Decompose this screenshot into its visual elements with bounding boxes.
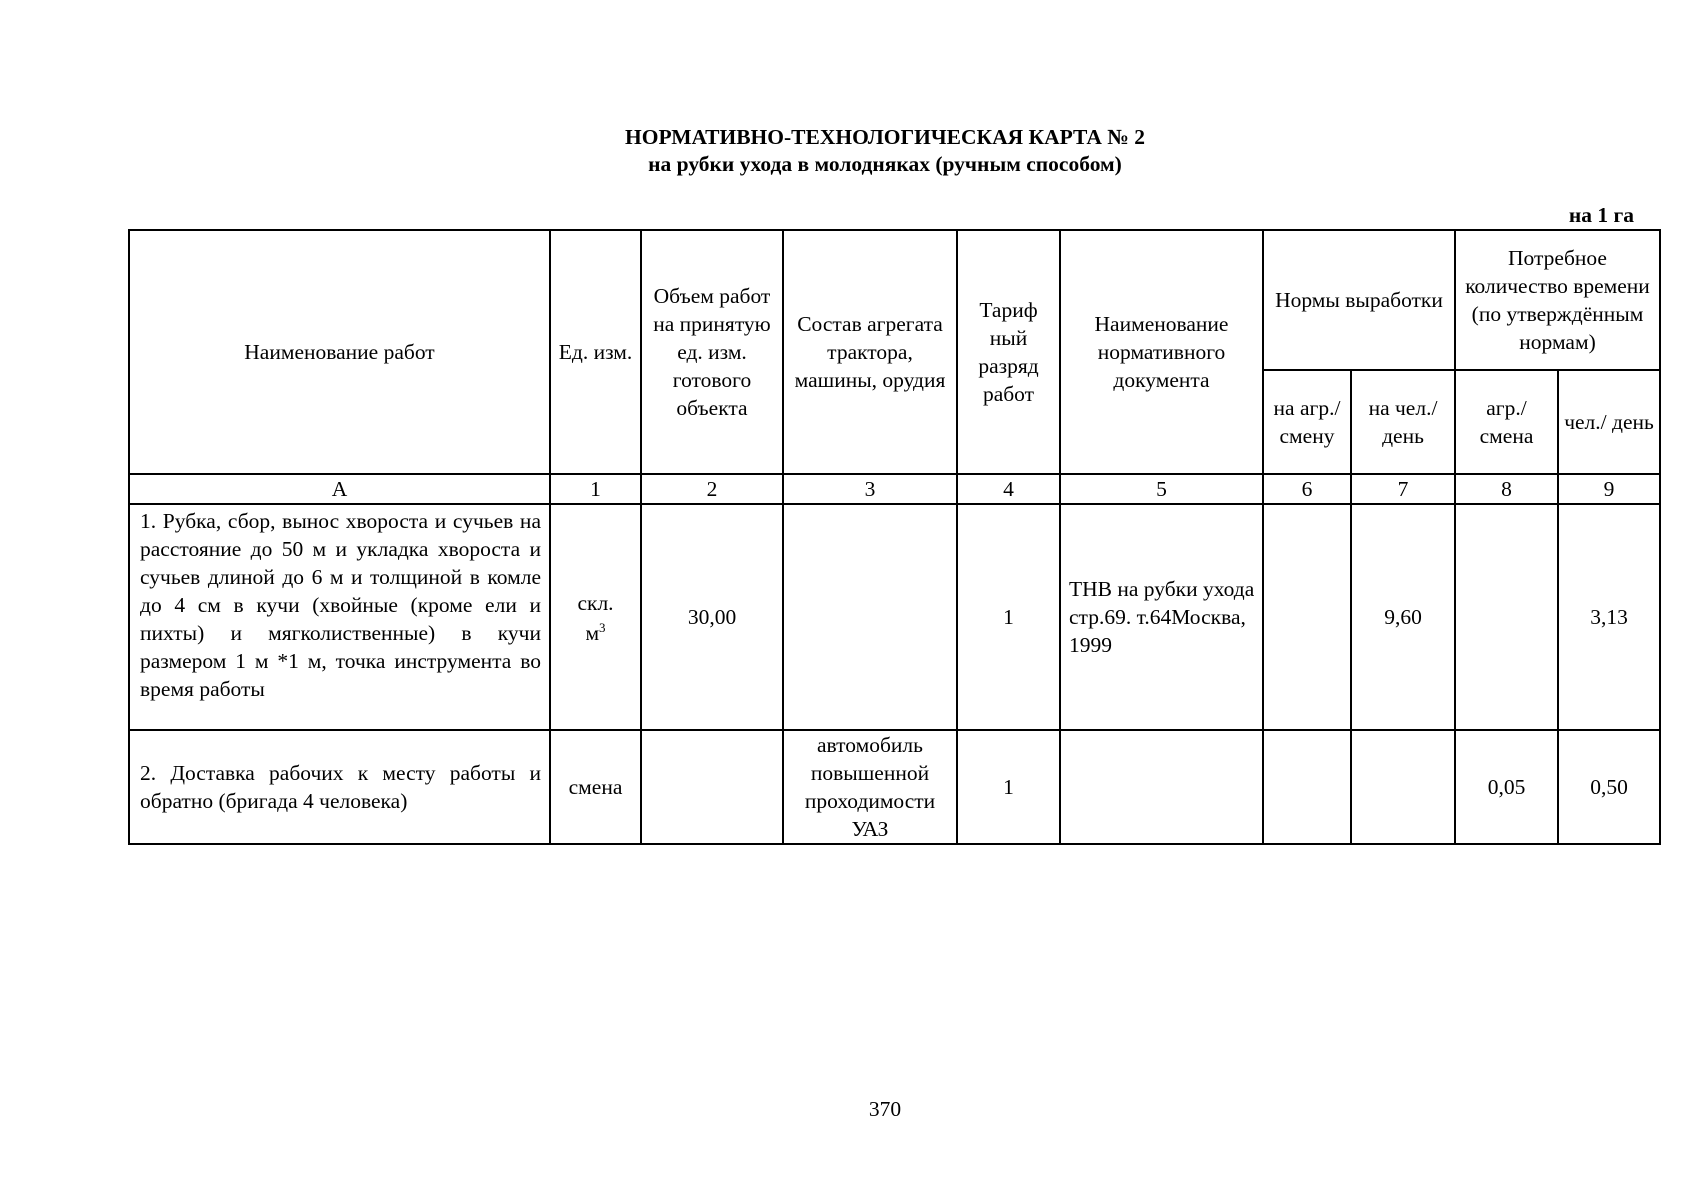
column-number: 6 bbox=[1263, 474, 1351, 504]
header-work-name: Наименование работ bbox=[129, 230, 550, 474]
column-number: А bbox=[129, 474, 550, 504]
row-unit bbox=[550, 504, 641, 730]
row-tariff: 1 bbox=[957, 730, 1060, 844]
column-number: 9 bbox=[1558, 474, 1660, 504]
row-person-day: 3,13 bbox=[1558, 504, 1660, 730]
header-per-person-day: на чел./ день bbox=[1351, 370, 1455, 474]
row-unit: смена bbox=[550, 730, 641, 844]
column-number: 2 bbox=[641, 474, 783, 504]
row-unit-exponent: 3 bbox=[599, 620, 606, 636]
unit-note: на 1 га bbox=[1568, 203, 1634, 227]
column-number: 7 bbox=[1351, 474, 1455, 504]
row-volume: 30,00 bbox=[641, 504, 783, 730]
row-unit-line2 bbox=[555, 617, 636, 644]
header-volume: Объем работ на принятую ед. изм. готового объекта bbox=[641, 230, 783, 474]
header-doc-name: Наименование нормативного документа bbox=[1060, 230, 1263, 474]
row-per-aggregate-shift bbox=[1263, 504, 1351, 730]
row-per-person-day bbox=[1351, 730, 1455, 844]
header-row-1 bbox=[129, 230, 1660, 370]
header-unit: Ед. изм. bbox=[550, 230, 641, 474]
row-aggregate bbox=[783, 504, 957, 730]
row-aggregate-shift: 0,05 bbox=[1455, 730, 1558, 844]
header-aggregate-shift: агр./ смена bbox=[1455, 370, 1558, 474]
column-number-row bbox=[129, 474, 1660, 504]
column-number: 1 bbox=[550, 474, 641, 504]
document-title: НОРМАТИВНО-ТЕХНОЛОГИЧЕСКАЯ КАРТА № 2 bbox=[625, 125, 1145, 149]
row-tariff: 1 bbox=[957, 504, 1060, 730]
row-unit-line1: скл. bbox=[577, 591, 614, 616]
row-doc: ТНВ на рубки ухода стр.69. т.64Москва, 1999 bbox=[1060, 504, 1263, 730]
column-number: 5 bbox=[1060, 474, 1263, 504]
header-tariff: Тариф ный разряд работ bbox=[957, 230, 1060, 474]
row-aggregate: автомобиль повышенной проходимости УАЗ bbox=[783, 730, 957, 844]
page-number: 370 bbox=[868, 1097, 902, 1121]
row-work-name: 1. Рубка, сбор, вынос хвороста и сучьев на расстояние до 50 м и укладка хвороста и сучьев длиной до 6 м и толщиной в комле до 4 см в кучи (хвойные (кроме ели и пихты) и мягколиственные) в кучи размером 1 м *1 м, точка инструмента во время работы bbox=[129, 504, 550, 730]
document-header bbox=[0, 124, 1696, 178]
row-doc bbox=[1060, 730, 1263, 844]
header-output-norms: Нормы выработки bbox=[1263, 230, 1455, 370]
row-unit-base: м bbox=[585, 621, 600, 646]
document-subtitle: на рубки ухода в молодняках (ручным способом) bbox=[648, 152, 1122, 176]
table-row bbox=[129, 730, 1660, 844]
header-per-aggregate-shift: на агр./ смену bbox=[1263, 370, 1351, 474]
row-person-day: 0,50 bbox=[1558, 730, 1660, 844]
row-per-person-day: 9,60 bbox=[1351, 504, 1455, 730]
row-work-name: 2. Доставка рабочих к месту работы и обратно (бригада 4 человека) bbox=[129, 730, 550, 844]
column-number: 8 bbox=[1455, 474, 1558, 504]
row-aggregate-shift bbox=[1455, 504, 1558, 730]
technology-card-table bbox=[128, 229, 1661, 845]
header-person-day: чел./ день bbox=[1558, 370, 1660, 474]
table-row bbox=[129, 504, 1660, 730]
row-per-aggregate-shift bbox=[1263, 730, 1351, 844]
row-volume bbox=[641, 730, 783, 844]
header-aggregate: Состав агрегата трактора, машины, орудия bbox=[783, 230, 957, 474]
column-number: 3 bbox=[783, 474, 957, 504]
column-number: 4 bbox=[957, 474, 1060, 504]
header-required-time: Потребное количество времени (по утверждённым нормам) bbox=[1455, 230, 1660, 370]
